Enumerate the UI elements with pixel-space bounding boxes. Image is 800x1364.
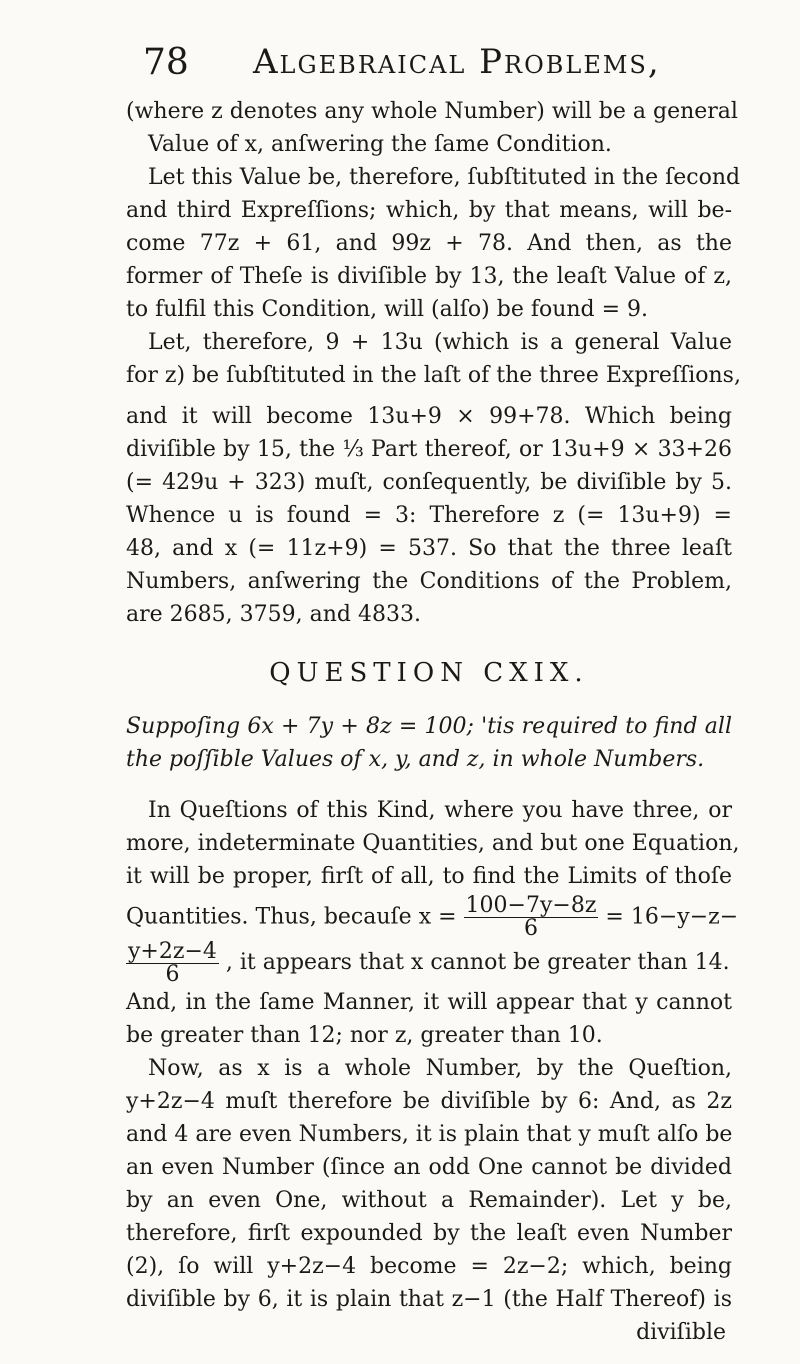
formula-line-1 (126, 893, 739, 941)
spacer (126, 776, 732, 794)
text-line: Value of x, anſwering the ſame Condition. (148, 132, 612, 157)
text-line: it will be proper, firſt of all, to find the Limits of thoſe (126, 864, 732, 889)
text-line: are 2685, 3759, and 4833. (126, 602, 421, 627)
text-line: more, indeterminate Quantities, and but one Equation, (126, 831, 740, 856)
text-line: (= 429u + 323) muſt, conſequently, be diviſible by 5. (126, 470, 732, 495)
fraction-numerator: y+2z−4 (128, 938, 217, 964)
text-line: be greater than 12; nor z, greater than 10. (126, 1023, 603, 1048)
paragraph-2 (126, 161, 741, 326)
text-line: In Queſtions of this Kind, where you have three, or (148, 798, 732, 823)
text-line: and 4 are even Numbers, it is plain that y muſt alſo be (126, 1122, 733, 1147)
paragraph-6 (126, 1052, 732, 1316)
formula-text: = 16−y−z− (605, 904, 739, 930)
text-line: Whence u is found = 3: Therefore z (= 13u+9) = (126, 503, 732, 528)
text-line: an even Number (ſince an odd One cannot be divided (126, 1155, 732, 1180)
fraction (464, 895, 599, 940)
text-line: Let, therefore, 9 + 13u (which is a general Value (148, 330, 732, 355)
fraction (126, 938, 219, 987)
page-number: 78 (143, 42, 189, 83)
paragraph-5 (126, 986, 732, 1052)
text-line: And, in the ſame Manner, it will appear that y cannot (126, 990, 732, 1015)
text-line: diviſible by 6, it is plain that z−1 (the Half Thereof) is (126, 1287, 732, 1312)
text-line: Now, as x is a whole Number, by the Queſtion, (148, 1056, 732, 1081)
text-line: for z) be ſubſtituted in the laſt of the three Expreſſions, (126, 363, 741, 388)
question-statement (126, 710, 732, 776)
text-line: by an even One, without a Remainder). Let y be, (126, 1188, 732, 1213)
text-line: Numbers, anſwering the Conditions of the Problem, (126, 569, 732, 594)
text-line: come 77z + 61, and 99z + 78. And then, as the (126, 231, 732, 256)
paragraph-3 (126, 326, 741, 631)
question-heading: QUESTION CXIX. (269, 658, 589, 688)
text-line: 48, and x (= 11z+9) = 537. So that the three leaſt (126, 536, 732, 561)
text-line: and it will become 13u+9 × 99+78. Which being (126, 404, 732, 429)
text-line: (where z denotes any whole Number) will be a general (126, 99, 738, 124)
text-line: to fulfil this Condition, will (alſo) be found = 9. (126, 297, 649, 322)
page-header (143, 38, 703, 90)
catchword: diviſible (636, 1320, 726, 1345)
paragraph-4 (126, 794, 740, 893)
text-line: y+2z−4 muſt therefore be diviſible by 6: And, as 2z (126, 1089, 732, 1114)
running-title: Algebraical Problems, (253, 42, 661, 82)
formula-text: Quantities. Thus, becauſe x = (126, 904, 457, 930)
text-line: former of Theſe is diviſible by 13, the leaſt Value of z, (126, 264, 732, 289)
formula-text: , it appears that x cannot be greater than 14. (225, 950, 730, 975)
text-line: Let this Value be, therefore, ſubſtituted in the ſecond (148, 165, 741, 190)
text-line: Suppoſing 6x + 7y + 8z = 100; 'tis required to find all (126, 714, 732, 739)
fraction-denominator: 6 (523, 916, 538, 941)
text-line: the poſſible Values of x, y, and z, in whole Numbers. (126, 747, 705, 772)
paragraph-1 (126, 95, 738, 161)
fraction-numerator: 100−7y−8z (465, 893, 597, 918)
fraction-denominator: 6 (165, 961, 180, 987)
formula-line-2 (126, 940, 732, 986)
text-line: diviſible by 15, the ⅓ Part thereof, or 13u+9 × 33+26 (126, 437, 732, 462)
text-line: therefore, firſt expounded by the leaſt even Number (126, 1221, 732, 1246)
page-body (126, 95, 741, 1349)
text-line: and third Expreſſions; which, by that means, will be- (126, 198, 732, 223)
text-line: (2), ſo will y+2z−4 become = 2z−2; which, being (126, 1254, 732, 1279)
